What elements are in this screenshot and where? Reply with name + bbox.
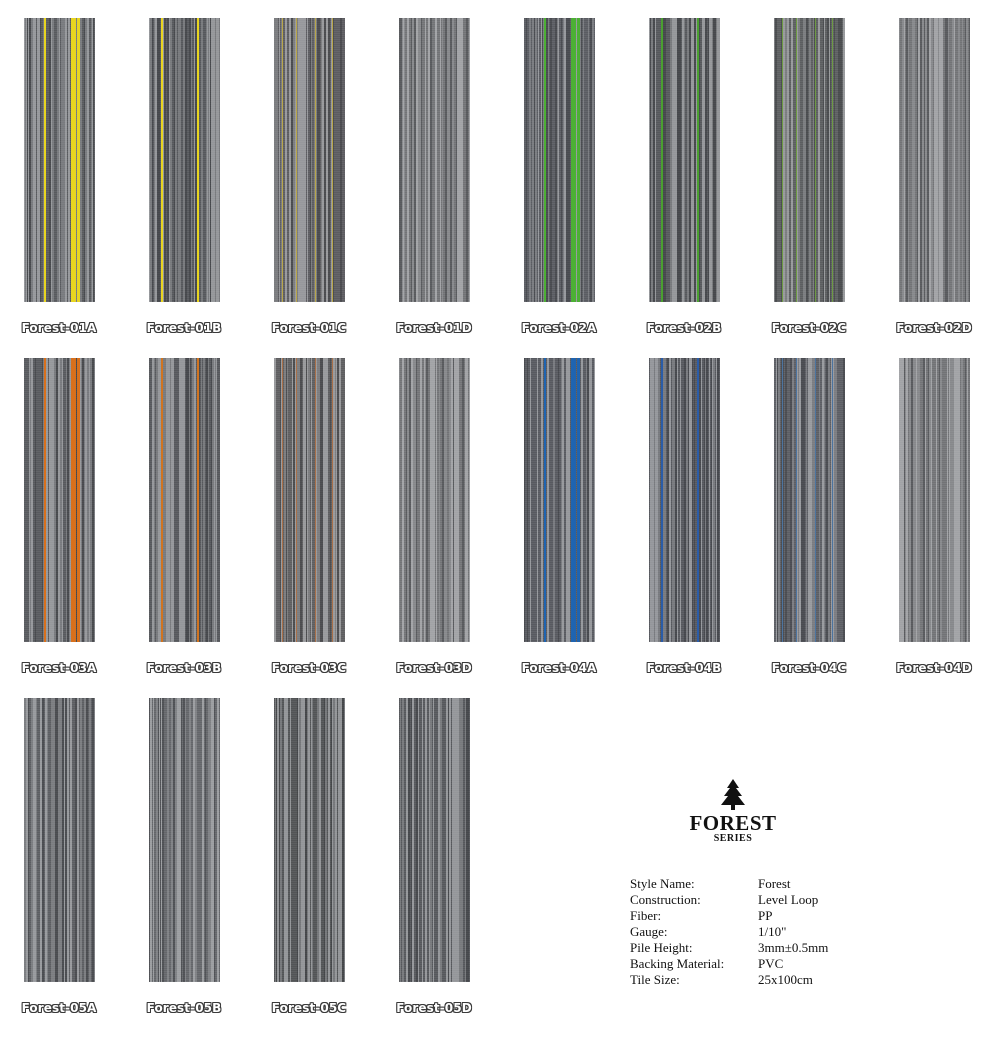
tile-label: Forest-01A <box>21 321 97 335</box>
tile-label: Forest-04B <box>646 661 722 675</box>
carpet-tile-swatch <box>149 18 220 302</box>
spec-label: Pile Height: <box>630 940 693 955</box>
tile-label: Forest-03C <box>271 661 347 675</box>
tile-label: Forest-03D <box>396 661 472 675</box>
spec-table <box>630 876 828 988</box>
tile-label: Forest-03B <box>146 661 222 675</box>
spec-value: PP <box>758 908 773 923</box>
carpet-tile-swatch <box>899 358 970 642</box>
tile-label: Forest-02A <box>521 321 597 335</box>
carpet-tile-swatch <box>524 18 595 302</box>
spec-label: Gauge: <box>630 924 668 939</box>
spec-value: 3mm±0.5mm <box>758 940 829 955</box>
tile-label: Forest-04D <box>896 661 972 675</box>
spec-label: Tile Size: <box>630 972 680 987</box>
spec-value: 25x100cm <box>758 972 813 987</box>
spec-label: Backing Material: <box>630 956 725 971</box>
spec-row-pile-height <box>630 940 828 956</box>
carpet-tile-swatch <box>274 698 345 982</box>
pine-tree-icon <box>718 778 748 810</box>
spec-label: Construction: <box>630 892 701 907</box>
spec-value: PVC <box>758 956 784 971</box>
carpet-tile-swatch <box>399 698 470 982</box>
tile-label: Forest-02D <box>896 321 972 335</box>
carpet-tile-swatch <box>774 358 845 642</box>
spec-row-backing-material <box>630 956 828 972</box>
spec-value: Forest <box>758 876 791 891</box>
tile-label: Forest-01C <box>271 321 347 335</box>
brand-name: FOREST <box>689 811 777 835</box>
tile-label: Forest-02C <box>771 321 847 335</box>
carpet-tile-swatch <box>524 358 595 642</box>
tile-label: Forest-02B <box>646 321 722 335</box>
carpet-tile-swatch <box>24 18 95 302</box>
brand-logo <box>680 778 786 845</box>
spec-value: Level Loop <box>758 892 819 907</box>
tile-label: Forest-05D <box>396 1001 472 1015</box>
brand-subtitle: SERIES <box>713 833 753 844</box>
tile-label: Forest-05C <box>271 1001 347 1015</box>
spec-row-style-name <box>630 876 828 892</box>
spec-label: Style Name: <box>630 876 695 891</box>
carpet-tile-swatch <box>149 358 220 642</box>
spec-value: 1/10" <box>758 924 787 939</box>
carpet-tile-swatch <box>274 18 345 302</box>
tile-label: Forest-05A <box>21 1001 97 1015</box>
spec-row-tile-size <box>630 972 828 988</box>
spec-row-gauge <box>630 924 828 940</box>
tile-label: Forest-03A <box>21 661 97 675</box>
spec-label: Fiber: <box>630 908 662 923</box>
carpet-tile-swatch <box>399 18 470 302</box>
tile-label: Forest-04C <box>771 661 847 675</box>
carpet-tile-swatch <box>649 18 720 302</box>
tile-label: Forest-01D <box>396 321 472 335</box>
tile-label: Forest-04A <box>521 661 597 675</box>
carpet-tile-swatch <box>149 698 220 982</box>
carpet-tile-swatch <box>24 358 95 642</box>
tile-label: Forest-01B <box>146 321 222 335</box>
tile-label: Forest-05B <box>146 1001 222 1015</box>
carpet-tile-swatch <box>399 358 470 642</box>
spec-row-fiber <box>630 908 828 924</box>
carpet-tile-swatch <box>274 358 345 642</box>
spec-row-construction <box>630 892 828 908</box>
carpet-tile-swatch <box>899 18 970 302</box>
carpet-tile-swatch <box>774 18 845 302</box>
carpet-tile-swatch <box>649 358 720 642</box>
carpet-tile-swatch <box>24 698 95 982</box>
